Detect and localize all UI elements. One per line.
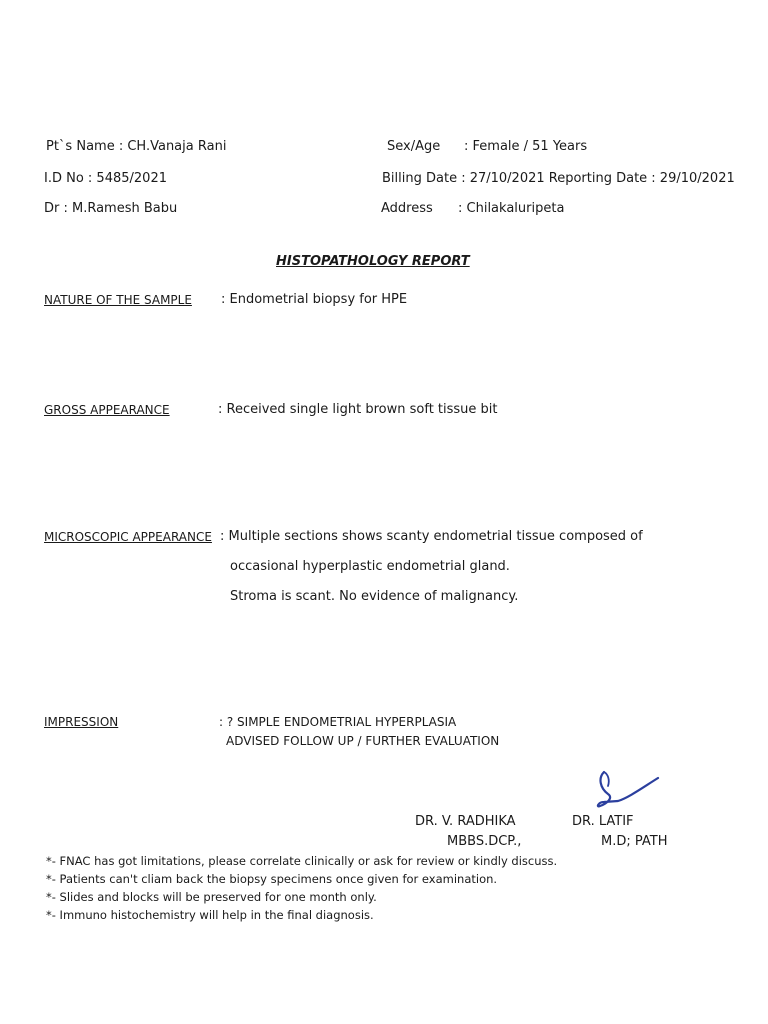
sex-age-value: : Female / 51 Years	[464, 139, 588, 154]
impression-line-2: ADVISED FOLLOW UP / FURTHER EVALUATION	[226, 734, 500, 748]
sex-age-label: Sex/Age	[387, 139, 441, 154]
doctor1-qualification: MBBS.DCP.,	[447, 834, 522, 849]
signature-mark	[592, 768, 664, 810]
signature-stroke	[598, 772, 658, 806]
doctor2-name: DR. LATIF	[572, 814, 634, 829]
referring-doctor: Dr : M.Ramesh Babu	[44, 201, 178, 216]
note-specimens: *- Patients can't cliam back the biopsy specimens once given for examination.	[46, 872, 498, 886]
nature-value: : Endometrial biopsy for HPE	[221, 292, 408, 307]
report-title: HISTOPATHOLOGY REPORT	[276, 254, 470, 269]
billing-reporting-dates: Billing Date : 27/10/2021 Reporting Date : 29/10/2021	[382, 171, 735, 186]
gross-value: : Received single light brown soft tissue bit	[218, 402, 498, 417]
note-fnac: *- FNAC has got limitations, please correlate clinically or ask for review or kindly discuss.	[46, 854, 558, 868]
address-value: : Chilakaluripeta	[458, 201, 565, 216]
patient-name: Pt`s Name : CH.Vanaja Rani	[46, 139, 227, 154]
signature-stroke-detail	[604, 772, 609, 786]
nature-label: NATURE OF THE SAMPLE	[44, 293, 192, 307]
note-immuno: *- Immuno histochemistry will help in the final diagnosis.	[46, 908, 374, 922]
impression-label: IMPRESSION	[44, 715, 119, 729]
address-label: Address	[381, 201, 433, 216]
note-slides: *- Slides and blocks will be preserved for one month only.	[46, 890, 377, 904]
microscopic-line-1: : Multiple sections shows scanty endometrial tissue composed of	[220, 529, 643, 544]
microscopic-line-2: occasional hyperplastic endometrial gland.	[230, 559, 510, 574]
microscopic-line-3: Stroma is scant. No evidence of malignancy.	[230, 589, 519, 604]
microscopic-label: MICROSCOPIC APPEARANCE	[44, 530, 212, 544]
impression-line-1: : ? SIMPLE ENDOMETRIAL HYPERPLASIA	[219, 715, 457, 729]
doctor2-qualification: M.D; PATH	[601, 834, 668, 849]
doctor1-name: DR. V. RADHIKA	[415, 814, 516, 829]
gross-label: GROSS APPEARANCE	[44, 403, 170, 417]
patient-id: I.D No : 5485/2021	[44, 171, 167, 186]
